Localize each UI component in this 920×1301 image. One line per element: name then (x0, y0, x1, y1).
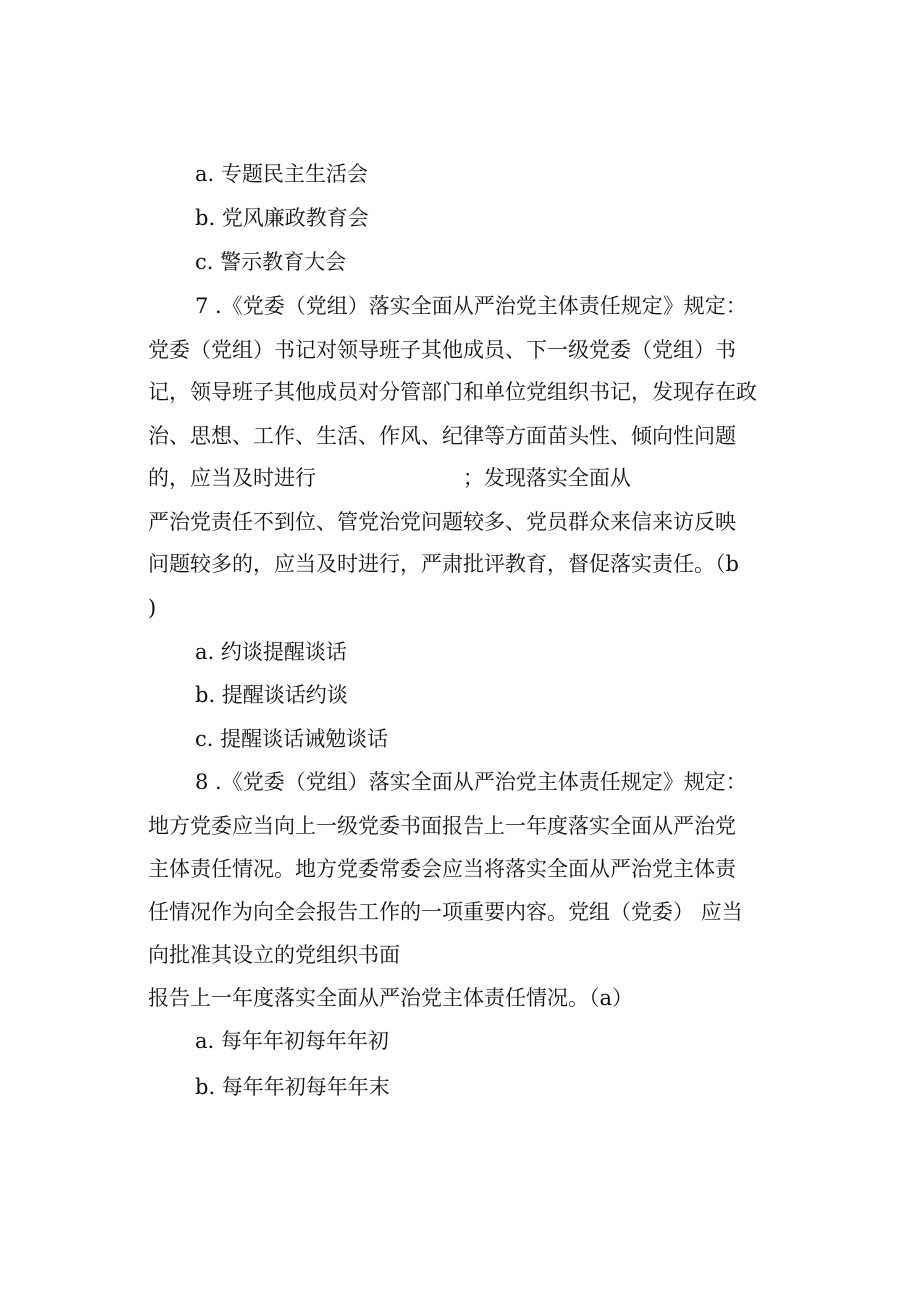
q7-line-8: ) (148, 596, 157, 620)
q7-line-4: 治、思想、工作、生活、作风、纪律等方面苗头性、倾向性问题 (148, 424, 736, 448)
q7-line-2: 党委（党组）书记对领导班子其他成员、下一级党委（党组）书 (148, 338, 736, 362)
q8-option-b: b. 每年年初每年年末 (195, 1075, 390, 1099)
q7-line-5: 的，应当及时进行 ；发现落实全面从 (148, 466, 631, 490)
q8-line-1: 8 .《党委（党组）落实全面从严治党主体责任规定》规定： (195, 770, 747, 794)
q6-option-c: c. 警示教育大会 (195, 250, 347, 274)
q8-line-4: 任情况作为向全会报告工作的一项重要内容。党组（党委） 应当 (148, 900, 743, 924)
q7-option-c: c. 提醒谈话诫勉谈话 (195, 727, 389, 751)
q7-line-3: 记，领导班子其他成员对分管部门和单位党组织书记，发现存在政 (148, 380, 757, 404)
q7-line-7: 问题较多的，应当及时进行，严肃批评教育，督促落实责任。（b (148, 552, 739, 576)
q7-line-6: 严治党责任不到位、管党治党问题较多、党员群众来信来访反映 (148, 510, 736, 534)
q8-line-2: 地方党委应当向上一级党委书面报告上一年度落实全面从严治党 (148, 814, 736, 838)
q6-option-b: b. 党风廉政教育会 (195, 206, 369, 230)
q7-option-b: b. 提醒谈话约谈 (195, 683, 348, 707)
q6-option-a: a. 专题民主生活会 (195, 162, 368, 186)
q7-option-a: a. 约谈提醒谈话 (195, 640, 347, 664)
q8-line-5: 向批准其设立的党组织书面 (148, 943, 400, 967)
q8-option-a: a. 每年年初每年年初 (195, 1029, 389, 1053)
q8-line-6: 报告上一年度落实全面从严治党主体责任情况。（a） (148, 986, 634, 1010)
q8-line-3: 主体责任情况。地方党委常委会应当将落实全面从严治党主体责 (148, 857, 736, 881)
q7-line-1: 7 .《党委（党组）落实全面从严治党主体责任规定》规定： (195, 294, 747, 318)
